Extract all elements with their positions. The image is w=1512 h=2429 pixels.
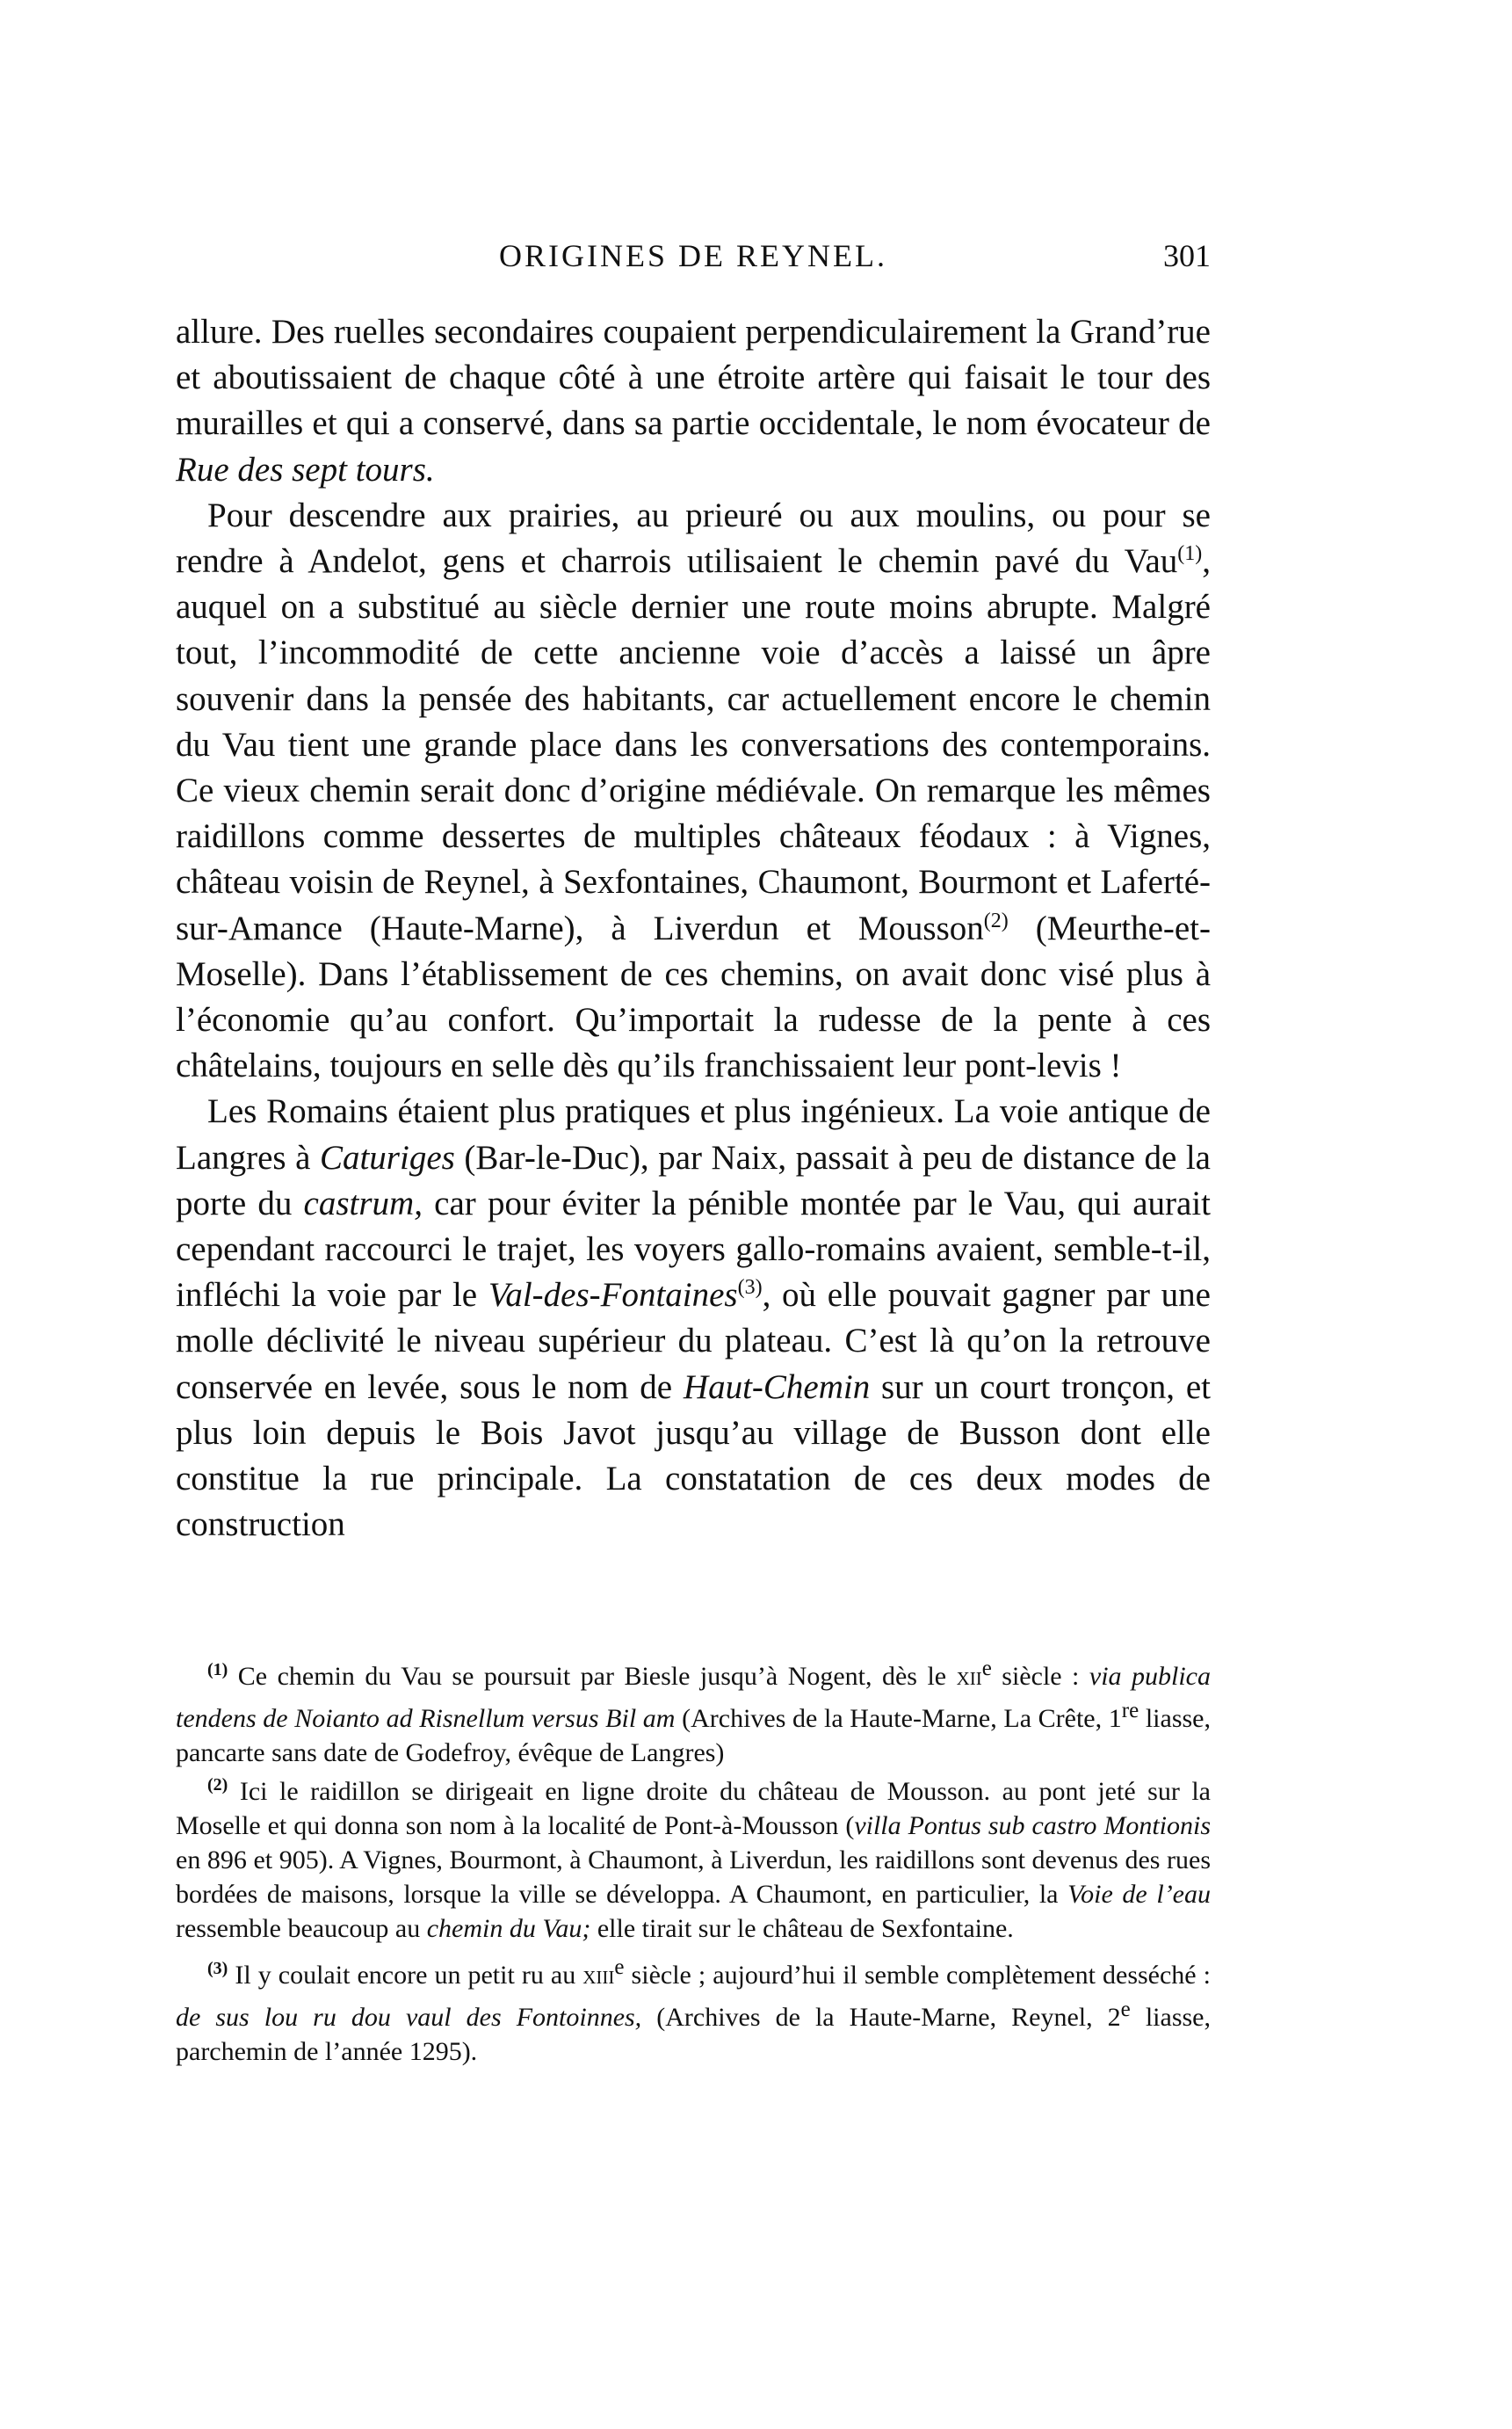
text-run: car pour éviter la pénible montée par le Vau, qui aurait cependant raccourci le trajet, les voyers gallo-romains avaient, semble-t-il, infléchi la voie par le: [176, 1184, 1211, 1315]
superscript: re: [1121, 1698, 1139, 1722]
italic-run: castrum,: [303, 1184, 423, 1222]
footnotes: [176, 1652, 1211, 2075]
text-run: Les Romains étaient plus pratiques et plus ingénieux. La voie antique de Langres à: [176, 1092, 1211, 1177]
running-title: ORIGINES DE REYNEL.: [499, 238, 887, 273]
footnote-mark: (3): [207, 1959, 228, 1979]
text-run: sur un court tronçon, et plus loin depuis le Bois Javot jusqu’au village de Busson dont elle constitue la rue principale. La constatation de ces deux modes de construction: [176, 1367, 1211, 1544]
main-text: [176, 309, 1211, 1548]
text-run: siècle ; aujourd’hui il semble complètement desséché :: [624, 1961, 1211, 1990]
italic-run: villa Pontus sub castro Montionis: [854, 1811, 1211, 1841]
italic-run: Val-des-Fontaines: [488, 1276, 738, 1315]
italic-run: Haut-Chemin: [683, 1367, 871, 1406]
italic-run: Rue des sept tours.: [176, 450, 435, 489]
page-header: [176, 237, 1211, 290]
footnote-mark: (2): [207, 1775, 228, 1795]
footnote-mark: (1): [207, 1660, 228, 1679]
page-number: 301: [1163, 238, 1211, 273]
italic-run: via publica tendens de Noianto ad Risnellum versus Bil am: [176, 1662, 1211, 1733]
text-run: (Bar-le-Duc), par Naix, passait à peu de distance de la porte du: [176, 1138, 1211, 1222]
superscript: e: [614, 1955, 625, 1980]
paragraph-1: [176, 309, 1211, 493]
italic-run: chemin du Vau;: [426, 1913, 591, 1943]
footnote-3: [176, 1951, 1211, 2069]
italic-run: Voie de l’eau: [1067, 1879, 1211, 1909]
text-run: en 896 et 905). A Vignes, Bourmont, à Chaumont, à Liverdun, les raidillons sont devenus des rues bordées de maisons, lorsque la ville se développa. A Chaumont, en particulier, la: [176, 1845, 1211, 1909]
text-run: Ici le raidillon se dirigeait en ligne droite du château de Mousson. au pont jeté sur la Moselle et qui donna son nom à la localité de Pont-à-Mousson (: [176, 1777, 1211, 1841]
text-run: , auquel on a substitué au siècle dernier une route moins abrupte. Malgré tout, l’incommodité de cette ancienne voie d’accès a laissé un âpre souvenir dans la pensée des habitants, car actuellement encore le chemin du Vau tient une grande place dans les conversations des contemporains. Ce vieux chemin serait donc d’origine médiévale. On remarque les mêmes raidillons comme dessertes de multiples châteaux féodaux : à Vignes, château voisin de Reynel, à Sexfontaines, Chaumont, Bourmont et Laferté-sur-Amance (Haute-Marne), à Liverdun et Mousson: [176, 542, 1211, 947]
text-run: (Meurthe-et-Moselle). Dans l’établissement de ces chemins, on avait donc visé plus à l’économie qu’au confort. Qu’importait la rudesse de la pente à ces châtelains, toujours en selle dès qu’ils franchissaient leur pont-levis !: [176, 909, 1211, 1085]
roman-numeral: xii: [956, 1662, 982, 1691]
footnote-1: [176, 1652, 1211, 1770]
footnote-ref-3[interactable]: (3): [737, 1276, 763, 1300]
text-run: elle tirait sur le château de Sexfontaine.: [590, 1913, 1014, 1943]
text-run: ressemble beaucoup au: [176, 1913, 427, 1943]
footnote-ref-2[interactable]: (2): [983, 909, 1009, 932]
superscript: e: [1120, 1998, 1131, 2022]
superscript: e: [981, 1657, 992, 1680]
text-run: liasse, parchemin de l’année 1295).: [176, 2003, 1211, 2066]
text-run: siècle :: [991, 1662, 1089, 1691]
text-run: allure. Des ruelles secondaires coupaient perpendiculairement la Grand’rue et aboutissaient de chaque côté à une étroite artère qui faisait le tour des murailles et qui a conservé, dans sa partie occidentale, le nom évocateur de: [176, 313, 1211, 443]
text-run: liasse, pancarte sans date de Godefroy, évêque de Langres): [176, 1703, 1212, 1767]
italic-run: Caturiges: [319, 1138, 455, 1177]
text-run: (Archives de la Haute-Marne, Reynel, 2: [641, 2003, 1121, 2033]
italic-run: de sus lou ru dou vaul des Fontoinnes,: [176, 2003, 642, 2033]
footnote-2: [176, 1775, 1211, 1946]
footnote-ref-1[interactable]: (1): [1177, 542, 1203, 566]
text-run: Pour descendre aux prairies, au prieuré ou aux moulins, ou pour se rendre à Andelot, gens et charrois utilisaient le chemin pavé du Vau: [176, 496, 1211, 581]
text-run: , où elle pouvait gagner par une molle déclivité le niveau supérieur du plateau. C’est là qu’on la retrouve conservée en levée, sous le nom de: [176, 1276, 1211, 1406]
paragraph-3: [176, 1089, 1211, 1548]
text-run: (Archives de la Haute-Marne, La Crête, 1: [675, 1703, 1122, 1733]
paragraph-2: [176, 493, 1211, 1090]
text-run: Il y coulait encore un petit ru au: [228, 1961, 583, 1990]
text-run: Ce chemin du Vau se poursuit par Biesle jusqu’à Nogent, dès le: [228, 1662, 957, 1691]
roman-numeral: xiii: [582, 1961, 615, 1990]
